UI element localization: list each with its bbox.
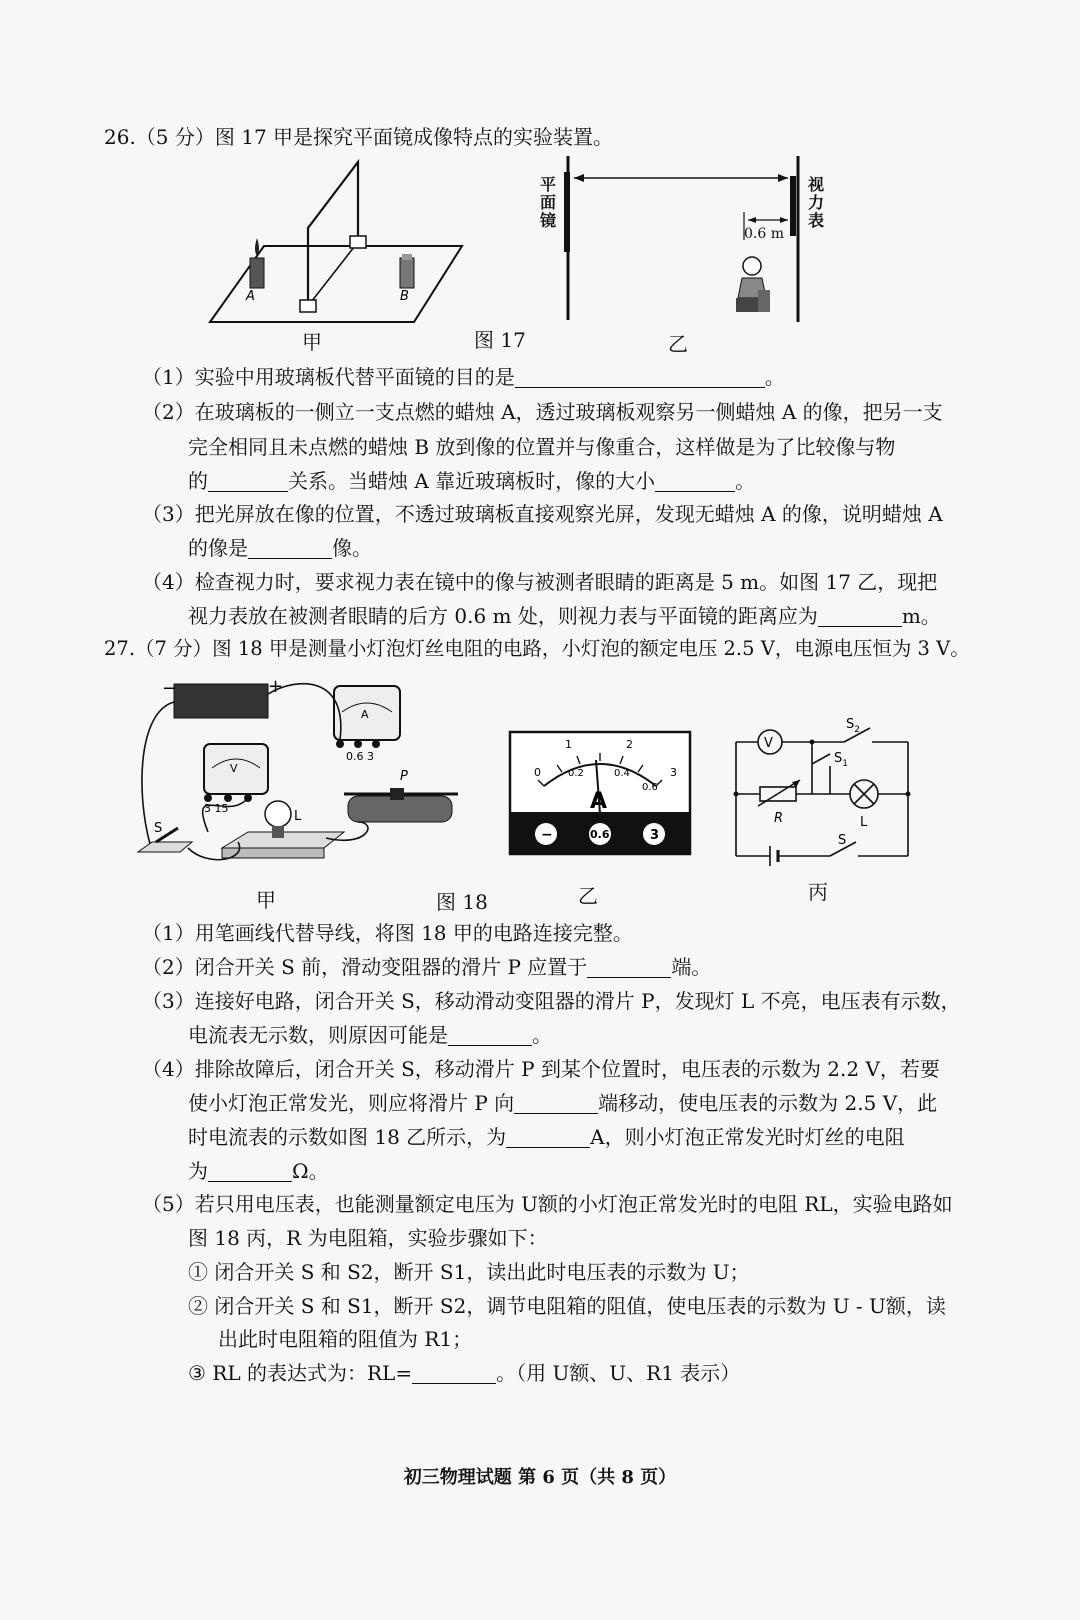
q27-blank5[interactable] <box>208 1159 292 1182</box>
schematic-v-label: V <box>764 736 773 751</box>
figure-18-yi <box>510 732 692 856</box>
q27-part5a: （5）若只用电压表，也能测量额定电压为 U额的小灯泡正常发光时的电阻 RL，实验电路如 <box>142 1192 953 1216</box>
q27-blank1[interactable] <box>587 955 671 978</box>
q27-blank6[interactable] <box>412 1361 496 1384</box>
q26-blank5[interactable] <box>818 604 902 627</box>
q27-part4d: 为 Ω。 <box>188 1159 329 1183</box>
dial-tick-06: 0.6 <box>642 782 658 793</box>
fig18-yi-label: 乙 <box>578 884 598 908</box>
q27-part4c: 时电流表的示数如图 18 乙所示，为 A，则小灯泡正常发光时灯丝的电阻 <box>188 1125 905 1149</box>
ammeter-terminals: 0.6 3 <box>346 750 374 763</box>
dial-tick-04: 0.4 <box>614 768 630 779</box>
q26-blank4[interactable] <box>248 536 332 559</box>
svg-text:−: − <box>162 678 178 699</box>
figure-17-jia <box>200 150 480 335</box>
svg-text:+: + <box>268 676 284 697</box>
bulb-l-label: L <box>294 809 302 824</box>
q26-blank2[interactable] <box>208 469 288 492</box>
q27-header: 27.（7 分）图 18 甲是测量小灯泡灯丝电阻的电路，小灯泡的额定电压 2.5 V，电源电压恒为 3 V。 <box>104 637 970 660</box>
figure-17-yi <box>530 150 840 335</box>
fig17-jia-label: 甲 <box>302 330 322 354</box>
page-footer: 初三物理试题 第 6 页（共 8 页） <box>403 1467 677 1488</box>
fig18-jia-label: 甲 <box>256 888 276 912</box>
q26-part2a: （2）在玻璃板的一侧立一支点燃的蜡烛 A，透过玻璃板观察另一侧蜡烛 A 的像，把另一支 <box>142 400 943 424</box>
schematic-r-label: R <box>774 811 784 826</box>
dial-tick-0: 0 <box>534 766 541 779</box>
q26-part4b: 视力表放在被测者眼睛的后方 0.6 m 处，则视力表与平面镜的距离应为 m。 <box>188 604 941 628</box>
fig18-caption: 图 18 <box>436 890 488 914</box>
q26-header: 26.（5 分）图 17 甲是探究平面镜成像特点的实验装置。 <box>104 125 614 149</box>
dial-tick-2: 2 <box>626 738 633 751</box>
fig18-bing-label: 丙 <box>808 880 828 904</box>
fig17-yi-label: 乙 <box>668 332 688 356</box>
dial-mid-terminal: 0.6 <box>590 828 610 841</box>
q27-blank4[interactable] <box>506 1125 590 1148</box>
fig17-caption: 图 17 <box>474 328 526 352</box>
schematic-s2-label: $S_2$ <box>846 717 860 735</box>
switch-s-label: S <box>154 821 163 836</box>
dial-minus-terminal: − <box>541 827 553 843</box>
q27-part4b: 使小灯泡正常发光，则应将滑片 P 向 端移动，使电压表的示数为 2.5 V，此 <box>188 1091 938 1115</box>
ammeter-label: A <box>361 708 369 721</box>
q26-part3b: 的像是 像。 <box>188 536 372 560</box>
q26-part2b: 完全相同且未点燃的蜡烛 B 放到像的位置并与像重合，这样做是为了比较像与物 <box>188 435 896 459</box>
q26-part4a: （4）检查视力时，要求视力表在镜中的像与被测者眼睛的距离是 5 m。如图 17 乙，现把 <box>142 570 938 594</box>
candle-a-label: A <box>246 289 255 304</box>
q27-part5f: ③ RL 的表达式为：RL= 。（用 U额、U、R1 表示） <box>188 1361 741 1385</box>
q27-part2: （2）闭合开关 S 前，滑动变阻器的滑片 P 应置于 端。 <box>142 955 712 979</box>
rheostat-p-label: P <box>400 769 408 784</box>
candle-b-label: B <box>400 289 409 304</box>
figure-18-jia <box>128 672 473 882</box>
q27-part5e: 出此时电阻箱的阻值为 R1； <box>218 1327 473 1351</box>
q27-part3a: （3）连接好电路，闭合开关 S，移动滑动变阻器的滑片 P，发现灯 L 不亮，电压表有示数， <box>142 989 961 1013</box>
dial-tick-1: 1 <box>565 738 572 751</box>
q27-part5b: 图 18 丙，R 为电阻箱，实验步骤如下： <box>188 1226 548 1250</box>
q27-blank2[interactable] <box>448 1023 532 1046</box>
distance-label: 0.6 m <box>744 226 784 242</box>
q27-part4a: （4）排除故障后，闭合开关 S，移动滑片 P 到某个位置时，电压表的示数为 2.2 V，若要 <box>142 1057 940 1081</box>
q26-blank1[interactable] <box>515 365 765 388</box>
voltmeter-terminals: 3 15 <box>204 802 229 815</box>
schematic-l-label: L <box>860 815 868 830</box>
q27-part1: （1）用笔画线代替导线，将图 18 甲的电路连接完整。 <box>142 921 633 945</box>
mirror-label: 平面镜 <box>540 175 557 230</box>
q26-part1: （1）实验中用玻璃板代替平面镜的目的是 。 <box>142 365 785 389</box>
dial-tick-02: 0.2 <box>568 768 584 779</box>
dial-plus-terminal: 3 <box>650 828 660 843</box>
q26-part3a: （3）把光屏放在像的位置，不透过玻璃板直接观察光屏，发现无蜡烛 A 的像，说明蜡烛 A <box>142 502 943 526</box>
q26-blank3[interactable] <box>655 469 735 492</box>
voltmeter-label: V <box>230 762 238 775</box>
dial-tick-3: 3 <box>670 766 677 779</box>
figure-18-bing <box>730 714 920 864</box>
q27-blank3[interactable] <box>514 1091 598 1114</box>
q27-part5c: ① 闭合开关 S 和 S2，断开 S1，读出此时电压表的示数为 U； <box>188 1260 750 1284</box>
schematic-s1-label: $S_1$ <box>834 751 848 769</box>
q27-part3b: 电流表无示数，则原因可能是 。 <box>188 1023 552 1047</box>
q26-part2c: 的 关系。当蜡烛 A 靠近玻璃板时，像的大小 。 <box>188 469 756 493</box>
dial-unit: A <box>590 789 608 814</box>
q27-part5d: ② 闭合开关 S 和 S1，断开 S2，调节电阻箱的阻值，使电压表的示数为 U - U额，读 <box>188 1294 946 1318</box>
chart-label: 视力表 <box>808 175 825 230</box>
schematic-s-label: S <box>838 833 847 848</box>
